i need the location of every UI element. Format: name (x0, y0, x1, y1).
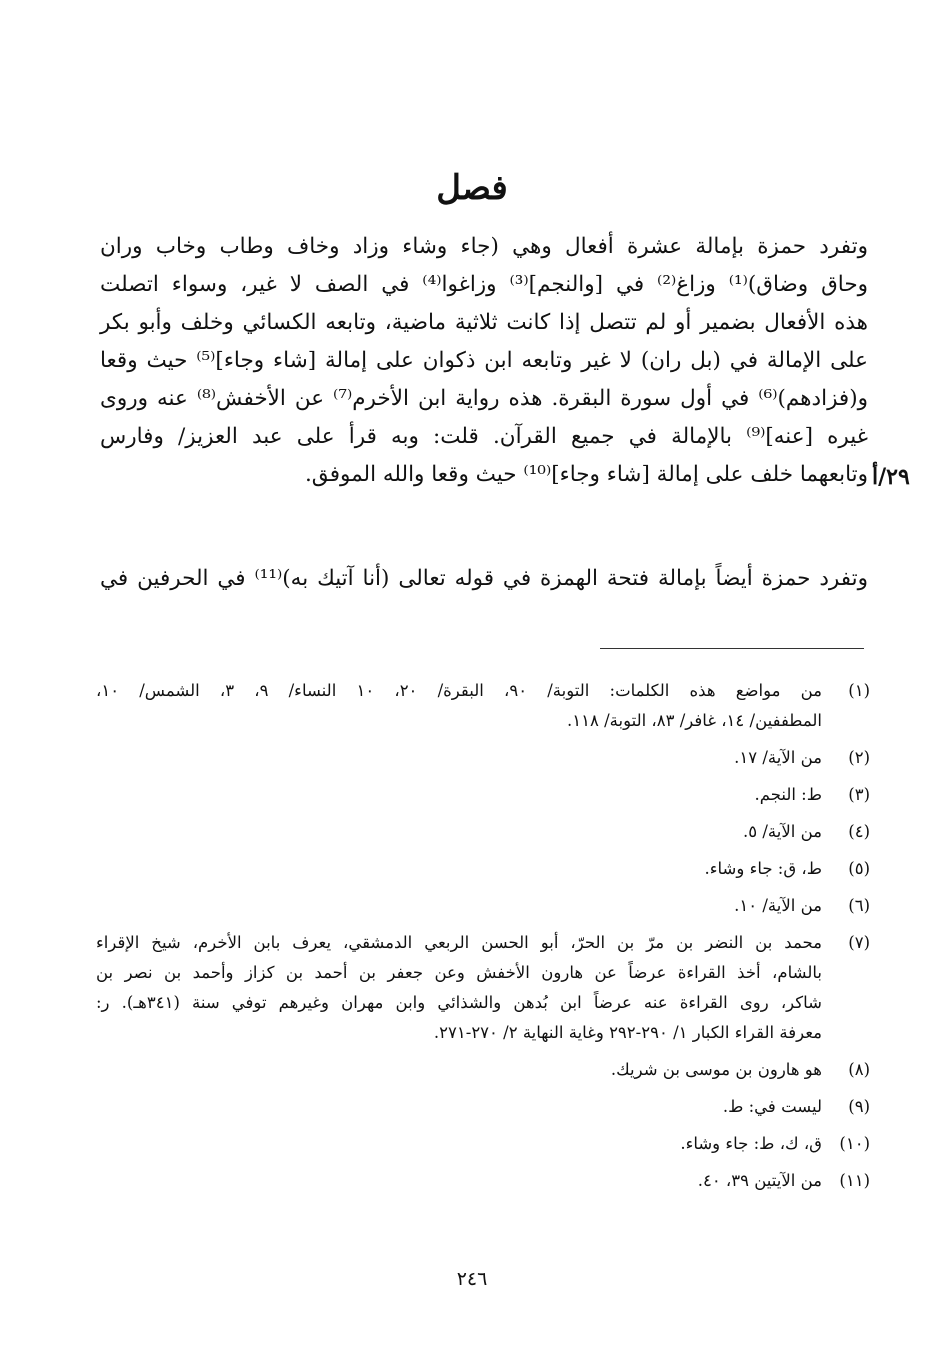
footnote-number: (٦) (848, 896, 870, 915)
footnote-number: (٨) (848, 1060, 870, 1079)
footnote-line: ط: النجم. (754, 785, 822, 804)
text-line: وتفرد حمزة أيضاً بإمالة فتحة الهمزة في قوله تعالى (أنا آتيك به)⁽¹¹⁾ في الحرفين في (100, 566, 869, 591)
footnote-number: (٧) (848, 933, 870, 952)
footnote-text (96, 743, 822, 773)
footnote-text (96, 780, 822, 810)
footnote-line: هو هارون بن موسى بن شريك. (610, 1060, 822, 1079)
footnote-line: معرفة القراء الكبار ١/ ٢٩٠-٢٩٢ وغاية النهاية ٢/ ٢٧٠-٢٧١. (433, 1023, 822, 1042)
footnote-number: (١٠) (839, 1134, 870, 1153)
footnote-text (96, 1092, 822, 1122)
section-heading: فصل (436, 168, 508, 208)
footnote-text (96, 817, 822, 847)
second-paragraph (100, 560, 868, 598)
footnote-line: من الآية/ ١٧. (734, 748, 822, 767)
footnote-line: بالشام، أخذ القراءة عرضاً عن هارون الأخفش وعن جعفر بن أحمد بن كزاز وأحمد بن نصر بن (96, 963, 822, 982)
footnote-number: (٤) (848, 822, 870, 841)
text-line: و(فزادهم)⁽⁶⁾ في أول سورة البقرة. هذه رواية ابن الأخرم⁽⁷⁾ عن الأخفش⁽⁸⁾ عنه وروى (100, 386, 868, 411)
footnote-item (96, 780, 870, 810)
text-line: وتفرد حمزة بإمالة عشرة أفعال وهي (جاء وشاء وزاد وخاف وطاب وخاب وران (100, 234, 868, 259)
page-number: ٢٤٦ (456, 1268, 488, 1290)
footnote-item (96, 1166, 870, 1196)
text-line: وحاق وضاق)⁽¹⁾ وزاغ⁽²⁾ في [والنجم]⁽³⁾ وزاغوا⁽⁴⁾ في الصف لا غير، وسواء اتصلت (100, 272, 868, 297)
footnote-line: من الآية/ ٥. (742, 822, 822, 841)
footnote-number: (٩) (848, 1097, 870, 1116)
footnote-text (96, 1055, 822, 1085)
text-line: غيره [عنه]⁽⁹⁾ بالإمالة في جميع القرآن. قلت: وبه قرأ على عبد العزيز/ وفارس (100, 424, 868, 449)
footnote-separator (600, 648, 864, 649)
footnote-line: من مواضع هذه الكلمات: التوبة/ ٩٠، البقرة/ ٢٠، ١٠ النساء/ ٩، ٣، الشمس/ ١٠، (96, 681, 823, 700)
footnote-line: من الآية/ ١٠. (734, 896, 822, 915)
footnote-text (96, 891, 822, 921)
footnote-number: (٥) (848, 859, 870, 878)
text-line: وتابعهما خلف على إمالة [شاء وجاء]⁽¹⁰⁾ حيث وقعا والله الموفق. (304, 462, 868, 487)
footnote-text (96, 854, 822, 884)
footnote-line: ط، ق: جاء وشاء. (704, 859, 822, 878)
footnote-line: ليست في: ط. (722, 1097, 822, 1116)
footnote-line: المطففين/ ١٤، غافر/ ٨٣، التوبة/ ١١٨. (566, 711, 822, 730)
footnote-line: من الآيتين ٣٩، ٤٠. (697, 1171, 822, 1190)
text-line: هذه الأفعال بضمير أو لم تتصل إذا كانت ثلاثية ماضية، وتابعه الكسائي وخلف وأبو بكر (100, 310, 868, 335)
footnote-line: شاكر، روى القراءة عنه عرضاً ابن بُدهن والشذائي وابن مهران وغيرهم توفي سنة (٣٤١هـ). ر: (96, 993, 822, 1012)
footnote-item (96, 1055, 870, 1085)
text-line: على الإمالة في (بل ران) لا غير وتابعه ابن ذكوان على إمالة [شاء وجاء]⁽⁵⁾ حيث وقعا (100, 348, 869, 373)
footnote-item (96, 743, 870, 773)
footnotes-section (96, 676, 870, 1203)
footnote-text (96, 1129, 822, 1159)
main-paragraph (100, 228, 868, 494)
footnote-item (96, 1092, 870, 1122)
footnote-text (96, 1166, 822, 1196)
footnote-item (96, 854, 870, 884)
footnote-line: ق، ك، ط: جاء وشاء. (680, 1134, 822, 1153)
footnote-line: محمد بن النضر بن مرّ بن الحرّ، أبو الحسن الربعي الدمشقي، يعرف بابن الأخرم، شيخ الإقراء (96, 933, 822, 952)
footnote-number: (٢) (848, 748, 870, 767)
footnote-number: (١) (848, 681, 870, 700)
footnote-text (96, 928, 822, 1048)
footnote-number: (٣) (848, 785, 870, 804)
footnote-number: (١١) (839, 1171, 870, 1190)
footnote-item (96, 817, 870, 847)
footnote-item (96, 928, 870, 1048)
footnote-item (96, 1129, 870, 1159)
footnote-item (96, 676, 870, 736)
footnote-text (96, 676, 822, 736)
footnote-item (96, 891, 870, 921)
manuscript-folio-marker: ٢٩/أ (872, 464, 910, 490)
